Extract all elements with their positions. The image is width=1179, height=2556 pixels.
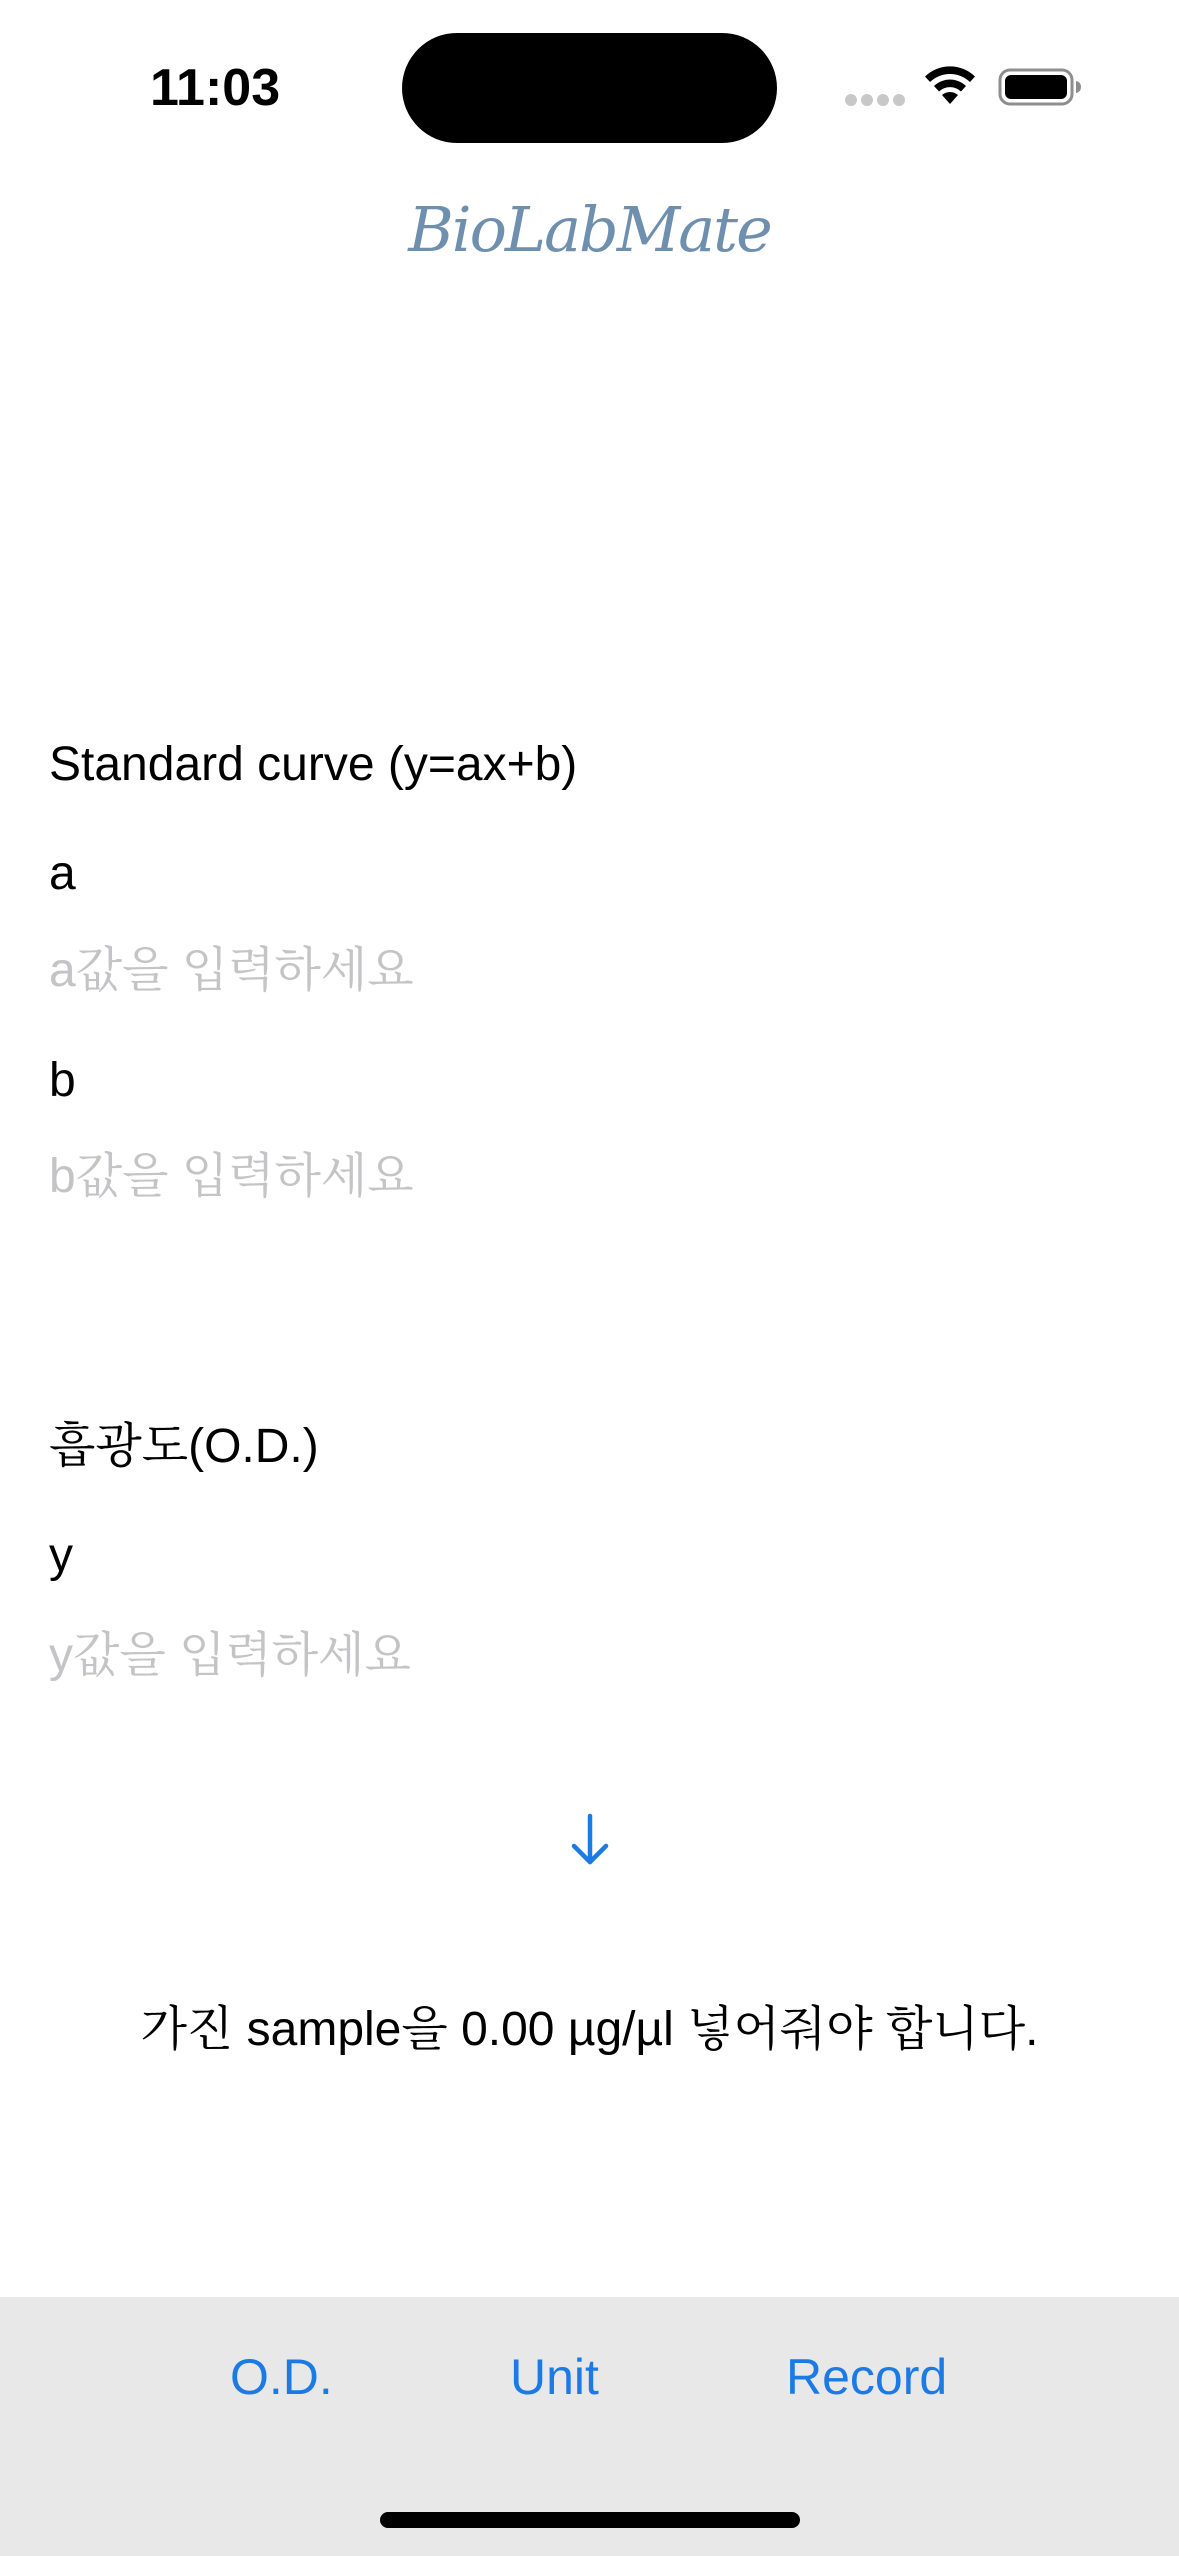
home-indicator[interactable] <box>380 2512 800 2528</box>
b-label: b <box>49 1054 76 1107</box>
absorbance-title: 흡광도(O.D.) <box>49 1420 319 1473</box>
app-logo: BioLabMate <box>408 193 771 266</box>
arrow-down-icon <box>568 1812 612 1868</box>
b-value-input[interactable] <box>49 1141 1129 1211</box>
tab-od[interactable]: O.D. <box>230 2349 333 2405</box>
status-time: 11:03 <box>150 59 281 117</box>
battery-icon <box>998 68 1082 106</box>
tab-unit[interactable]: Unit <box>510 2349 599 2405</box>
a-value-input[interactable] <box>49 935 1129 1005</box>
a-label: a <box>49 847 76 900</box>
tab-record[interactable]: Record <box>786 2349 948 2405</box>
dynamic-island <box>402 33 777 143</box>
status-bar <box>0 0 1179 170</box>
y-label: y <box>49 1529 73 1582</box>
result-text: 가진 sample을 0.00 µg/µl 넣어줘야 합니다. <box>140 2003 1039 2056</box>
cellular-signal-icon <box>845 94 905 110</box>
y-value-input[interactable] <box>49 1620 1129 1690</box>
standard-curve-title: Standard curve (y=ax+b) <box>49 738 578 791</box>
wifi-icon <box>922 64 978 108</box>
